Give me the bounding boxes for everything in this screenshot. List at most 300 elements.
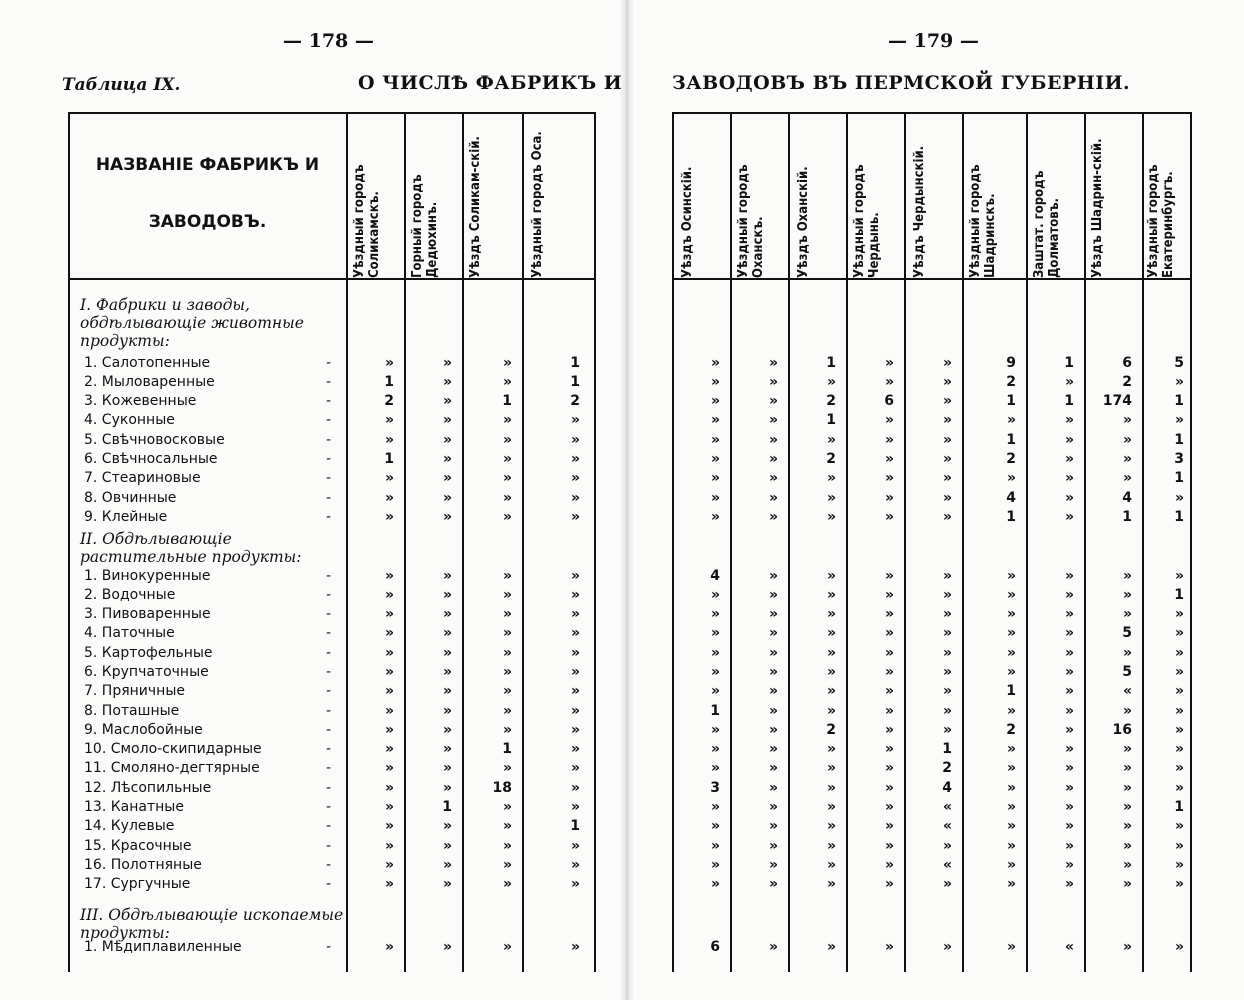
table-cell: » — [442, 838, 452, 854]
table-cell: » — [1174, 703, 1184, 719]
table-cell: » — [826, 838, 836, 854]
table-cell: » — [884, 741, 894, 757]
table-cell: » — [768, 412, 778, 428]
table-cell: » — [502, 703, 512, 719]
table-cell: 1 — [1064, 355, 1074, 371]
table-cell: » — [1122, 645, 1132, 661]
table-cell: » — [442, 780, 452, 796]
column-header: Уѣздный городъ Оса. — [530, 131, 545, 278]
table-cell: » — [1174, 780, 1184, 796]
table-cell: » — [1174, 412, 1184, 428]
table-cell: » — [884, 683, 894, 699]
leader-dash: - — [326, 587, 332, 603]
table-cell: » — [1174, 490, 1184, 506]
table-cell: » — [710, 470, 720, 486]
table-cell: » — [442, 625, 452, 641]
column-header: Уѣздный городъ Соликамскъ. — [352, 164, 382, 278]
row-label: 4. Суконные — [84, 412, 175, 428]
table-cell: » — [768, 683, 778, 699]
table-cell: » — [502, 587, 512, 603]
table-cell: 1 — [1174, 587, 1184, 603]
table-cell: 1 — [1174, 393, 1184, 409]
row-label: 1. Винокуренные — [84, 568, 211, 584]
table-cell: 5 — [1122, 664, 1132, 680]
row-label: 15. Красочные — [84, 838, 192, 854]
row-label: 1. Мѣдиплавиленные — [84, 939, 242, 955]
table-cell: » — [826, 374, 836, 390]
table-cell: » — [768, 374, 778, 390]
row-label: 2. Мыловаренные — [84, 374, 215, 390]
table-cell: » — [502, 490, 512, 506]
table-cell: » — [1122, 568, 1132, 584]
column-header: Уѣздный городъ Шадринскъ. — [968, 164, 998, 278]
table-cell: » — [1174, 374, 1184, 390]
table-cell: » — [768, 876, 778, 892]
table-cell: » — [442, 393, 452, 409]
table-cell: 2 — [1006, 374, 1016, 390]
table-cell: 6 — [884, 393, 894, 409]
table-cell: » — [502, 664, 512, 680]
column-header: Заштат. городъ Долматовъ. — [1032, 170, 1062, 278]
table-cell: » — [942, 664, 952, 680]
table-cell: » — [502, 355, 512, 371]
table-cell: » — [1006, 568, 1016, 584]
table-cell: 2 — [942, 760, 952, 776]
table-cell: » — [884, 857, 894, 873]
table-cell: » — [884, 355, 894, 371]
leader-dash: - — [326, 818, 332, 834]
table-cell: 1 — [384, 451, 394, 467]
table-cell: » — [826, 568, 836, 584]
table-cell: » — [942, 451, 952, 467]
leader-dash: - — [326, 703, 332, 719]
table-cell: » — [1064, 857, 1074, 873]
table-cell: » — [570, 509, 580, 525]
table-cell: » — [502, 412, 512, 428]
row-label: 9. Маслобойные — [84, 722, 203, 738]
table-cell: » — [942, 374, 952, 390]
header-left: О ЧИСЛѢ ФАБРИКЪ И — [358, 72, 623, 94]
leader-dash: - — [326, 799, 332, 815]
table-cell: 1 — [1006, 683, 1016, 699]
column-header: Уѣздный городъ Екатеринбургъ. — [1146, 164, 1176, 278]
table-cell: » — [884, 606, 894, 622]
name-column-heading-line2: ЗАВОДОВЪ. — [148, 212, 267, 232]
table-cell: » — [884, 703, 894, 719]
table-cell: « — [1064, 939, 1074, 955]
table-cell: » — [502, 683, 512, 699]
table-cell: » — [1174, 741, 1184, 757]
section-heading: II. Обдѣлывающіе растительные продукты: — [80, 530, 302, 566]
table-cell: » — [442, 939, 452, 955]
table-cell: » — [502, 876, 512, 892]
table-cell: » — [502, 432, 512, 448]
table-cell: » — [502, 939, 512, 955]
table-cell: » — [884, 451, 894, 467]
table-cell: » — [442, 432, 452, 448]
row-label: 7. Пряничные — [84, 683, 185, 699]
table-cell: » — [1122, 741, 1132, 757]
table-cell: » — [442, 703, 452, 719]
table-cell: » — [570, 470, 580, 486]
table-cell: 3 — [1174, 451, 1184, 467]
table-cell: » — [1064, 876, 1074, 892]
table-cell: » — [710, 412, 720, 428]
table-cell: 1 — [826, 412, 836, 428]
leader-dash: - — [326, 412, 332, 428]
table-cell: » — [1174, 939, 1184, 955]
table-cell: » — [1122, 412, 1132, 428]
table-cell: » — [1006, 470, 1016, 486]
table-cell: » — [884, 645, 894, 661]
right-col-divider — [1084, 112, 1086, 972]
row-label: 11. Смоляно-дегтярные — [84, 760, 260, 776]
table-cell: » — [570, 412, 580, 428]
table-cell: » — [1064, 838, 1074, 854]
table-cell: » — [570, 857, 580, 873]
table-cell: » — [442, 606, 452, 622]
header-right: ЗАВОДОВЪ ВЪ ПЕРМСКОЙ ГУБЕРНIИ. — [672, 72, 1131, 94]
column-header: Уѣздъ Чердынскій. — [912, 145, 927, 278]
table-cell: » — [570, 587, 580, 603]
table-cell: » — [884, 939, 894, 955]
table-cell: » — [1122, 818, 1132, 834]
table-cell: » — [1006, 939, 1016, 955]
table-label: Таблица IX. — [62, 75, 181, 95]
row-label: 9. Клейные — [84, 509, 168, 525]
table-cell: » — [768, 587, 778, 603]
row-label: 6. Свѣчносальные — [84, 451, 218, 467]
leader-dash: - — [326, 355, 332, 371]
table-cell: » — [1064, 645, 1074, 661]
table-cell: » — [826, 587, 836, 603]
table-cell: » — [1064, 470, 1074, 486]
table-cell: » — [768, 451, 778, 467]
table-cell: » — [384, 664, 394, 680]
leader-dash: - — [326, 664, 332, 680]
table-cell: 174 — [1102, 393, 1132, 409]
column-header: Уѣздъ Соликам-скій. — [468, 136, 483, 278]
table-cell: 2 — [1122, 374, 1132, 390]
table-cell: » — [768, 664, 778, 680]
table-cell: » — [710, 374, 720, 390]
table-cell: » — [884, 412, 894, 428]
table-cell: 4 — [1006, 490, 1016, 506]
table-cell: » — [1064, 412, 1074, 428]
table-cell: 1 — [502, 741, 512, 757]
table-cell: » — [826, 741, 836, 757]
table-cell: 1 — [1174, 432, 1184, 448]
right-table-border — [672, 112, 674, 972]
section-heading: III. Обдѣлывающіе ископаемые продукты: — [80, 906, 344, 942]
table-cell: » — [1174, 606, 1184, 622]
table-cell: 5 — [1122, 625, 1132, 641]
table-cell: » — [1174, 760, 1184, 776]
leader-dash: - — [326, 645, 332, 661]
table-cell: » — [768, 760, 778, 776]
left-table-header-rule — [68, 278, 596, 280]
leader-dash: - — [326, 722, 332, 738]
table-cell: » — [1174, 645, 1184, 661]
leader-dash: - — [326, 509, 332, 525]
row-label: 7. Стеариновые — [84, 470, 201, 486]
table-cell: 1 — [502, 393, 512, 409]
table-cell: » — [710, 490, 720, 506]
table-cell: » — [442, 818, 452, 834]
left-col-divider — [522, 112, 524, 972]
table-cell: » — [442, 857, 452, 873]
table-cell: » — [570, 490, 580, 506]
right-col-divider — [1026, 112, 1028, 972]
table-cell: » — [502, 838, 512, 854]
table-cell: » — [570, 799, 580, 815]
table-cell: » — [1064, 432, 1074, 448]
table-cell: » — [570, 451, 580, 467]
table-cell: » — [826, 606, 836, 622]
table-cell: » — [384, 645, 394, 661]
table-cell: » — [570, 722, 580, 738]
row-label: 13. Канатные — [84, 799, 184, 815]
table-cell: » — [884, 760, 894, 776]
table-cell: » — [1006, 818, 1016, 834]
table-cell: » — [442, 412, 452, 428]
table-cell: » — [942, 393, 952, 409]
right-col-divider — [904, 112, 906, 972]
row-label: 5. Картофельные — [84, 645, 213, 661]
table-cell: » — [442, 355, 452, 371]
table-cell: » — [384, 741, 394, 757]
table-cell: » — [1006, 664, 1016, 680]
table-cell: « — [942, 818, 952, 834]
table-cell: » — [1174, 664, 1184, 680]
leader-dash: - — [326, 939, 332, 955]
table-cell: » — [442, 722, 452, 738]
table-cell: » — [1064, 509, 1074, 525]
table-cell: 1 — [1174, 470, 1184, 486]
table-cell: 1 — [570, 355, 580, 371]
table-cell: » — [384, 876, 394, 892]
table-cell: 1 — [1174, 509, 1184, 525]
table-cell: » — [384, 683, 394, 699]
table-cell: 2 — [384, 393, 394, 409]
table-cell: 1 — [710, 703, 720, 719]
table-cell: 4 — [1122, 490, 1132, 506]
table-cell: » — [884, 818, 894, 834]
table-cell: » — [826, 876, 836, 892]
leader-dash: - — [326, 838, 332, 854]
table-cell: » — [768, 857, 778, 873]
left-col-divider — [404, 112, 406, 972]
table-cell: » — [502, 857, 512, 873]
row-label: 1. Салотопенные — [84, 355, 211, 371]
table-cell: » — [1064, 780, 1074, 796]
table-cell: » — [502, 645, 512, 661]
table-cell: 4 — [710, 568, 720, 584]
leader-dash: - — [326, 683, 332, 699]
table-cell: » — [1122, 876, 1132, 892]
row-label: 6. Крупчаточные — [84, 664, 209, 680]
table-cell: » — [768, 722, 778, 738]
table-cell: » — [884, 587, 894, 603]
row-label: 2. Водочные — [84, 587, 176, 603]
table-cell: » — [384, 587, 394, 603]
table-cell: » — [942, 703, 952, 719]
right-col-divider — [962, 112, 964, 972]
leader-dash: - — [326, 760, 332, 776]
table-cell: 2 — [1006, 722, 1016, 738]
table-cell: » — [1006, 645, 1016, 661]
table-cell: » — [884, 470, 894, 486]
table-cell: » — [884, 374, 894, 390]
table-cell: » — [502, 509, 512, 525]
page-number-left: — 178 — — [283, 30, 374, 52]
table-cell: 18 — [492, 780, 512, 796]
table-cell: » — [384, 818, 394, 834]
table-cell: » — [768, 568, 778, 584]
table-cell: » — [710, 876, 720, 892]
table-cell: » — [1174, 568, 1184, 584]
table-cell: » — [1122, 703, 1132, 719]
table-cell: » — [442, 587, 452, 603]
leader-dash: - — [326, 393, 332, 409]
table-cell: » — [710, 760, 720, 776]
table-cell: » — [384, 432, 394, 448]
table-cell: » — [768, 432, 778, 448]
table-cell: » — [710, 625, 720, 641]
leader-dash: - — [326, 490, 332, 506]
table-cell: » — [768, 838, 778, 854]
table-cell: » — [442, 568, 452, 584]
table-cell: » — [710, 722, 720, 738]
table-cell: » — [1174, 857, 1184, 873]
table-cell: 1 — [942, 741, 952, 757]
table-cell: » — [1006, 760, 1016, 776]
table-cell: » — [942, 939, 952, 955]
table-cell: » — [570, 645, 580, 661]
table-cell: » — [826, 818, 836, 834]
table-cell: » — [942, 838, 952, 854]
table-cell: » — [768, 703, 778, 719]
table-cell: » — [1006, 876, 1016, 892]
table-cell: » — [442, 683, 452, 699]
table-cell: 2 — [570, 393, 580, 409]
table-cell: » — [884, 838, 894, 854]
table-cell: » — [384, 412, 394, 428]
table-cell: » — [502, 568, 512, 584]
row-label: 8. Овчинные — [84, 490, 177, 506]
table-cell: » — [942, 606, 952, 622]
left-table-border — [68, 112, 70, 972]
table-cell: 1 — [570, 818, 580, 834]
leader-dash: - — [326, 606, 332, 622]
table-cell: » — [710, 645, 720, 661]
table-cell: » — [826, 683, 836, 699]
table-cell: » — [502, 606, 512, 622]
table-cell: 4 — [942, 780, 952, 796]
table-cell: » — [768, 799, 778, 815]
table-cell: » — [384, 355, 394, 371]
table-cell: » — [710, 683, 720, 699]
row-label: 10. Смоло-скипидарные — [84, 741, 262, 757]
table-cell: » — [1122, 799, 1132, 815]
table-cell: » — [1122, 760, 1132, 776]
table-cell: » — [442, 374, 452, 390]
table-cell: » — [826, 703, 836, 719]
table-cell: » — [826, 799, 836, 815]
table-cell: » — [768, 818, 778, 834]
right-col-divider — [788, 112, 790, 972]
section-heading: I. Фабрики и заводы, обдѣлывающіе животные продукты: — [80, 296, 304, 350]
table-cell: 1 — [384, 374, 394, 390]
row-label: 3. Кожевенные — [84, 393, 197, 409]
table-cell: » — [768, 355, 778, 371]
table-cell: » — [1006, 857, 1016, 873]
book-gutter — [618, 0, 636, 1000]
table-cell: » — [1006, 838, 1016, 854]
table-cell: » — [768, 490, 778, 506]
table-cell: » — [710, 799, 720, 815]
left-col-divider — [462, 112, 464, 972]
table-cell: » — [942, 645, 952, 661]
table-cell: » — [1006, 799, 1016, 815]
leader-dash: - — [326, 876, 332, 892]
table-cell: 9 — [1006, 355, 1016, 371]
table-cell: » — [570, 432, 580, 448]
table-cell: » — [826, 857, 836, 873]
table-cell: 1 — [1064, 393, 1074, 409]
leader-dash: - — [326, 857, 332, 873]
table-cell: » — [826, 509, 836, 525]
table-cell: » — [710, 818, 720, 834]
page-number-right: — 179 — — [888, 30, 979, 52]
table-cell: » — [570, 780, 580, 796]
leader-dash: - — [326, 780, 332, 796]
table-cell: 3 — [710, 780, 720, 796]
table-cell: » — [884, 625, 894, 641]
table-cell: » — [384, 799, 394, 815]
table-cell: 2 — [1006, 451, 1016, 467]
table-cell: » — [884, 664, 894, 680]
table-cell: » — [710, 606, 720, 622]
right-table-border — [1190, 112, 1192, 972]
table-cell: » — [1064, 664, 1074, 680]
column-header: Уѣздъ Шадрин-скій. — [1090, 138, 1105, 278]
table-cell: » — [768, 939, 778, 955]
table-cell: » — [768, 393, 778, 409]
right-table-top-rule — [672, 112, 1192, 114]
table-cell: » — [384, 722, 394, 738]
table-cell: » — [768, 741, 778, 757]
table-cell: » — [826, 625, 836, 641]
table-cell: » — [384, 470, 394, 486]
table-cell: » — [442, 664, 452, 680]
table-cell: » — [502, 451, 512, 467]
table-cell: » — [384, 939, 394, 955]
table-cell: » — [1122, 470, 1132, 486]
table-cell: » — [502, 818, 512, 834]
table-cell: » — [942, 568, 952, 584]
table-cell: 1 — [1122, 509, 1132, 525]
table-cell: » — [1122, 451, 1132, 467]
table-cell: » — [384, 568, 394, 584]
table-cell: » — [384, 838, 394, 854]
table-cell: » — [884, 490, 894, 506]
table-cell: » — [768, 606, 778, 622]
table-cell: » — [710, 664, 720, 680]
table-cell: 1 — [570, 374, 580, 390]
table-cell: « — [942, 799, 952, 815]
table-cell: 6 — [710, 939, 720, 955]
